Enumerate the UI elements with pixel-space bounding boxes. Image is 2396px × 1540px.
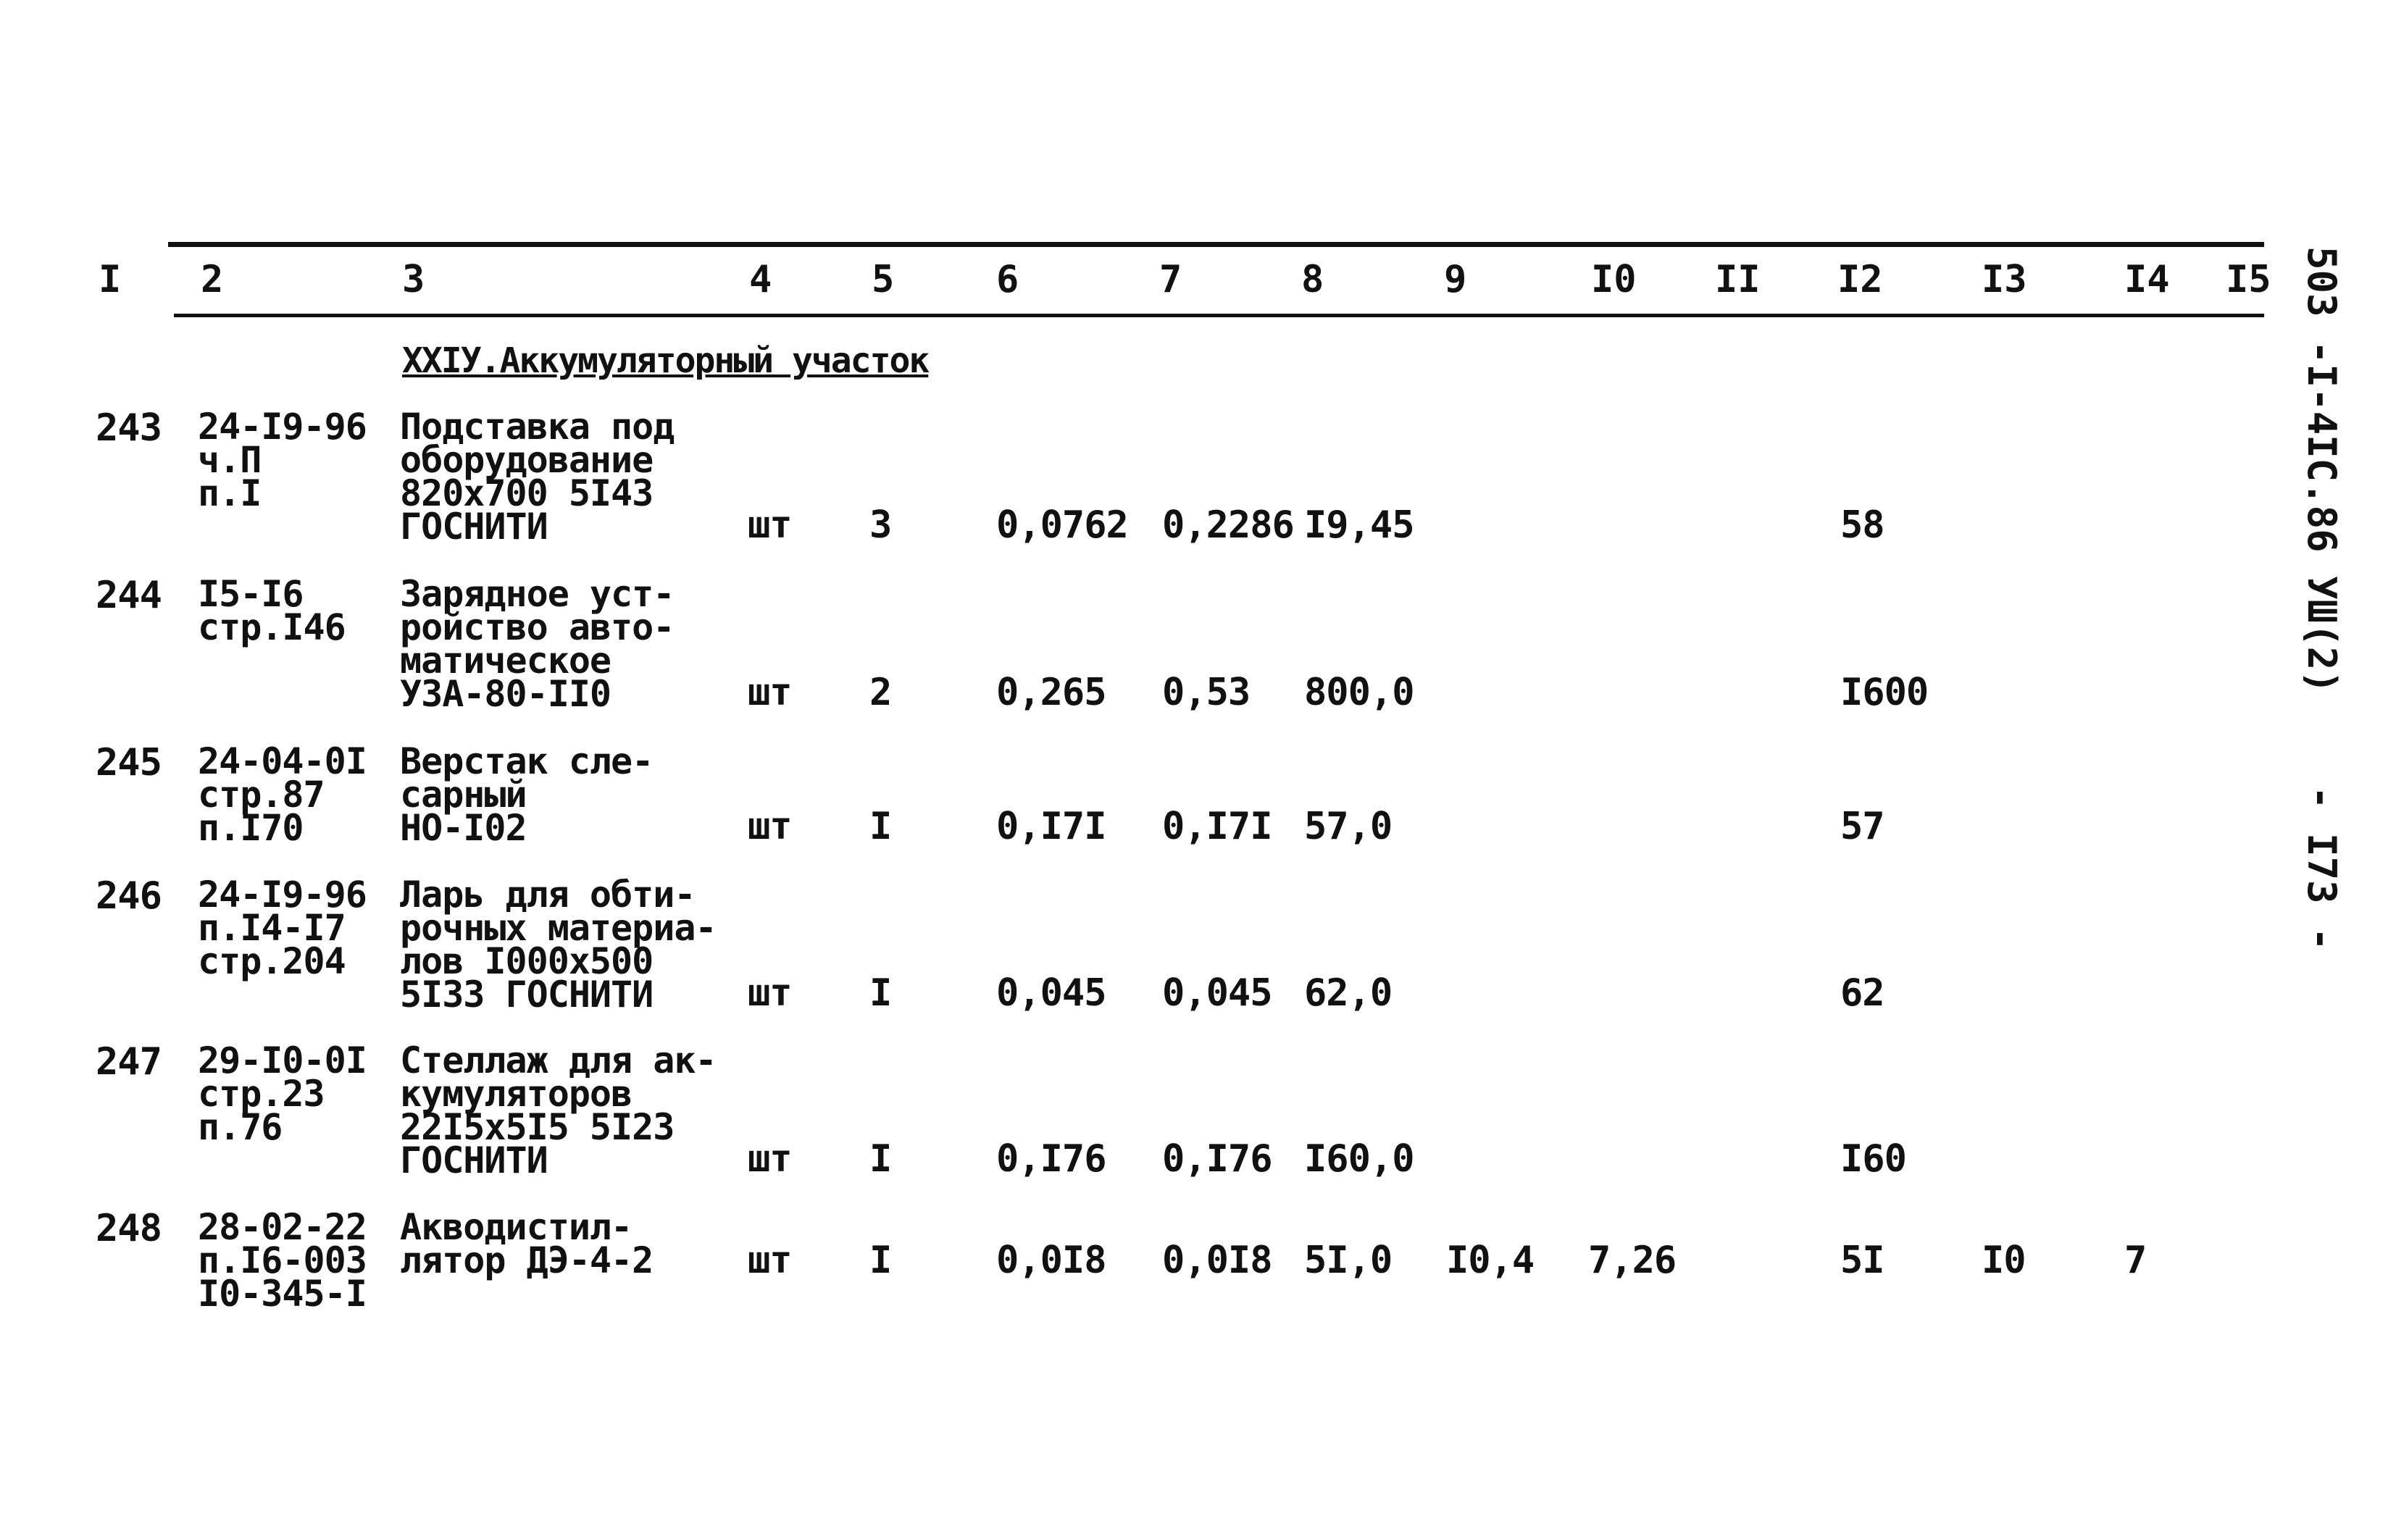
- reference: 29-I0-0I стр.23 п.76: [198, 1039, 367, 1148]
- col-7-value: 0,I76: [1162, 1137, 1272, 1181]
- reference: I5-I6 стр.I46: [198, 573, 346, 648]
- column-header: 4: [749, 258, 772, 301]
- column-header: 7: [1159, 258, 1182, 301]
- column-header: I4: [2124, 258, 2170, 301]
- reference: 24-I9-96 п.I4-I7 стр.204: [198, 874, 367, 982]
- column-header: I: [99, 258, 122, 301]
- reference: 24-I9-96 ч.П п.I: [198, 406, 367, 514]
- col-7-value: 0,045: [1162, 971, 1272, 1015]
- col-8-value: 57,0: [1304, 805, 1393, 848]
- col-10-value: 7,26: [1588, 1239, 1677, 1282]
- col-7-value: 0,53: [1162, 671, 1251, 714]
- document-code: 503 -I-4IC.86 УШ(2): [2299, 246, 2345, 694]
- item-name: Зарядное уст- ройство авто- матическое УЗА-80-II0: [400, 573, 675, 715]
- row-number: 246: [96, 874, 162, 918]
- col-7-value: 0,2286: [1162, 503, 1294, 547]
- col-13-value: I0: [1982, 1239, 2026, 1282]
- col-8-value: 800,0: [1304, 671, 1414, 714]
- column-header: I3: [1982, 258, 2027, 301]
- row-number: 248: [96, 1207, 162, 1250]
- reference: 28-02-22 п.I6-003 I0-345-I: [198, 1206, 367, 1315]
- column-header: 2: [201, 258, 224, 301]
- col-12-value: 62: [1840, 971, 1884, 1015]
- quantity: 2: [869, 671, 892, 714]
- col-12-value: 5I: [1840, 1239, 1884, 1282]
- item-name: Акводистил- лятор ДЭ-4-2: [400, 1206, 654, 1281]
- col-8-value: 62,0: [1304, 971, 1393, 1015]
- row-number: 247: [96, 1040, 162, 1084]
- col-12-value: 58: [1840, 503, 1884, 547]
- reference: 24-04-0I стр.87 п.I70: [198, 740, 367, 849]
- col-12-value: I600: [1840, 671, 1929, 714]
- unit: шт: [748, 1239, 792, 1282]
- row-number: 244: [96, 574, 162, 617]
- col-12-value: I60: [1840, 1137, 1906, 1181]
- column-header: 8: [1301, 258, 1324, 301]
- column-header: I5: [2226, 258, 2271, 301]
- col-6-value: 0,I7I: [996, 805, 1106, 848]
- col-9-value: I0,4: [1446, 1239, 1535, 1282]
- column-header: I0: [1591, 258, 1637, 301]
- col-14-value: 7: [2124, 1239, 2147, 1282]
- item-name: Стеллаж для ак- кумуляторов 22I5х5I5 5I23 ГОСНИТИ: [400, 1039, 717, 1181]
- column-header: I2: [1837, 258, 1883, 301]
- quantity: I: [869, 1239, 892, 1282]
- col-7-value: 0,0I8: [1162, 1239, 1272, 1282]
- col-12-value: 57: [1840, 805, 1884, 848]
- column-header: 5: [872, 258, 895, 301]
- table-top-rule: [168, 242, 2264, 247]
- col-6-value: 0,045: [996, 971, 1106, 1015]
- quantity: I: [869, 1137, 892, 1181]
- unit: шт: [748, 671, 792, 714]
- col-8-value: I60,0: [1304, 1137, 1414, 1181]
- col-7-value: 0,I7I: [1162, 805, 1272, 848]
- page-number: - I73 -: [2299, 786, 2345, 951]
- column-header: 9: [1444, 258, 1467, 301]
- col-6-value: 0,265: [996, 671, 1106, 714]
- quantity: I: [869, 805, 892, 848]
- section-title: XXIУ.Аккумуляторный участок: [402, 340, 929, 381]
- unit: шт: [748, 1137, 792, 1181]
- unit: шт: [748, 805, 792, 848]
- unit: шт: [748, 503, 792, 547]
- col-6-value: 0,0I8: [996, 1239, 1106, 1282]
- column-header: II: [1715, 258, 1761, 301]
- col-6-value: 0,I76: [996, 1137, 1106, 1181]
- column-header: 3: [402, 258, 425, 301]
- unit: шт: [748, 971, 792, 1015]
- col-6-value: 0,0762: [996, 503, 1128, 547]
- quantity: 3: [869, 503, 892, 547]
- row-number: 245: [96, 741, 162, 784]
- row-number: 243: [96, 406, 162, 450]
- col-8-value: 5I,0: [1304, 1239, 1393, 1282]
- item-name: Верстак сле- сарный НО-I02: [400, 740, 654, 849]
- column-header: 6: [996, 258, 1019, 301]
- quantity: I: [869, 971, 892, 1015]
- item-name: Подставка под оборудование 820х700 5I43 ГОСНИТИ: [400, 406, 675, 548]
- item-name: Ларь для обти- рочных материа- лов I000х500 5I33 ГОСНИТИ: [400, 874, 717, 1016]
- col-8-value: I9,45: [1304, 503, 1414, 547]
- table-header-rule: [174, 314, 2264, 317]
